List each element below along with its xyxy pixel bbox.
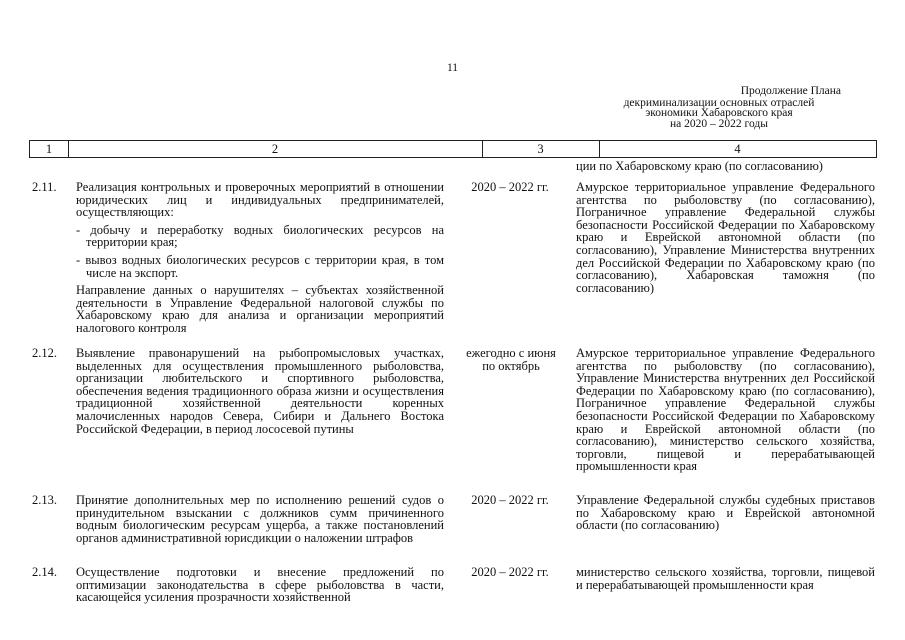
row-responsible: Управление Федеральной службы судебных приставов по Хабаровскому краю и Еврейской автономной области (по согласованию) <box>576 493 875 533</box>
row-number: 2.11. <box>32 180 57 194</box>
column-header-3: 3 <box>482 141 600 157</box>
row-description: Выявление правонарушений на рыбопромысловых участках, выделенных для осуществления промышленного рыболовства, организации любительского и спортивного рыболовства, обеспечения ведения традиционного образа жизни и осуществления традиционной хозяйственной деятельности коренных малочисленных народов Севера, Сибири и Дальнего Востока Российской Федерации, в период лососевой путины <box>76 346 444 436</box>
column-number-header <box>29 140 877 158</box>
description-paragraph: Реализация контрольных и проверочных мероприятий в отношении юридических лиц и индивидуальных предпринимателей, осуществляющих: <box>76 180 444 220</box>
column-header-1: 1 <box>30 141 69 157</box>
row-description: Принятие дополнительных мер по исполнению решений судов о принудительном взыскании с должников сумм причиненного водным биологическим ресурсам ущерба, а также постановлений органов административной юрисдикции о наложении штрафов <box>76 493 444 545</box>
header-line-2: декриминализации основных отраслей <box>623 96 815 109</box>
description-bullet: - вывоз водных биологических ресурсов с территории края, в том числе на экспорт. <box>76 252 444 280</box>
description-paragraph: Направление данных о нарушителях – субъектах хозяйственной деятельности в Управление Федеральной налоговой службы по Хабаровскому краю для анализа и организации мероприятий налогового контроля <box>76 283 444 335</box>
column-header-4: 4 <box>734 142 741 156</box>
header-line-4: на 2020 – 2022 годы <box>670 117 768 130</box>
header-line-1: Продолжение Плана <box>740 85 841 97</box>
row-description <box>76 181 444 335</box>
row-term: 2020 – 2022 гг. <box>471 565 549 579</box>
carryover-text: ции по Хабаровскому краю (по согласованию) <box>576 159 823 173</box>
column-header-2: 2 <box>68 141 483 157</box>
row-responsible: министерство сельского хозяйства, торговли, пищевой и перерабатывающей промышленности края <box>576 565 875 592</box>
row-responsible: Амурское территориальное управление Федерального агентства по рыболовству (по согласованию), Управление Министерства внутренних дел Российской Федерации по Хабаровскому краю (по согласованию), Пограничное управление Федеральной службы безопасности Российской Федерации по Хабаровскому краю и Еврейской автономной области (по согласованию), министерство сельского хозяйства, торговли, пищевой и перерабатывающей промышленности края <box>576 346 875 474</box>
row-number: 2.13. <box>32 493 57 507</box>
page-number: 11 <box>446 62 459 74</box>
header-line-3: экономики Хабаровского края <box>645 107 793 119</box>
row-description: Осуществление подготовки и внесение предложений по оптимизации законодательства в сфере рыболовства в части, касающейся усиления прозрачности хозяйственной <box>76 565 444 605</box>
description-bullet: - добычу и переработку водных биологических ресурсов на территории края; <box>76 222 444 250</box>
continuation-header <box>569 86 869 129</box>
row-term: 2020 – 2022 гг. <box>471 180 549 194</box>
row-number: 2.14. <box>32 565 57 579</box>
row-term: 2020 – 2022 гг. <box>471 493 549 507</box>
row-term: ежегодно с июня по октябрь <box>466 346 556 373</box>
row-number: 2.12. <box>32 346 57 360</box>
row-responsible: Амурское территориальное управление Федерального агентства по рыболовству (по согласованию), Пограничное управление Федеральной службы безопасности Российской Федерации по Хабаровскому краю и Еврейской автономной области (по согласованию), Управление Министерства внутренних дел Российской Федерации по Хабаровскому краю (по согласованию), Хабаровская таможня (по согласованию) <box>576 180 875 295</box>
